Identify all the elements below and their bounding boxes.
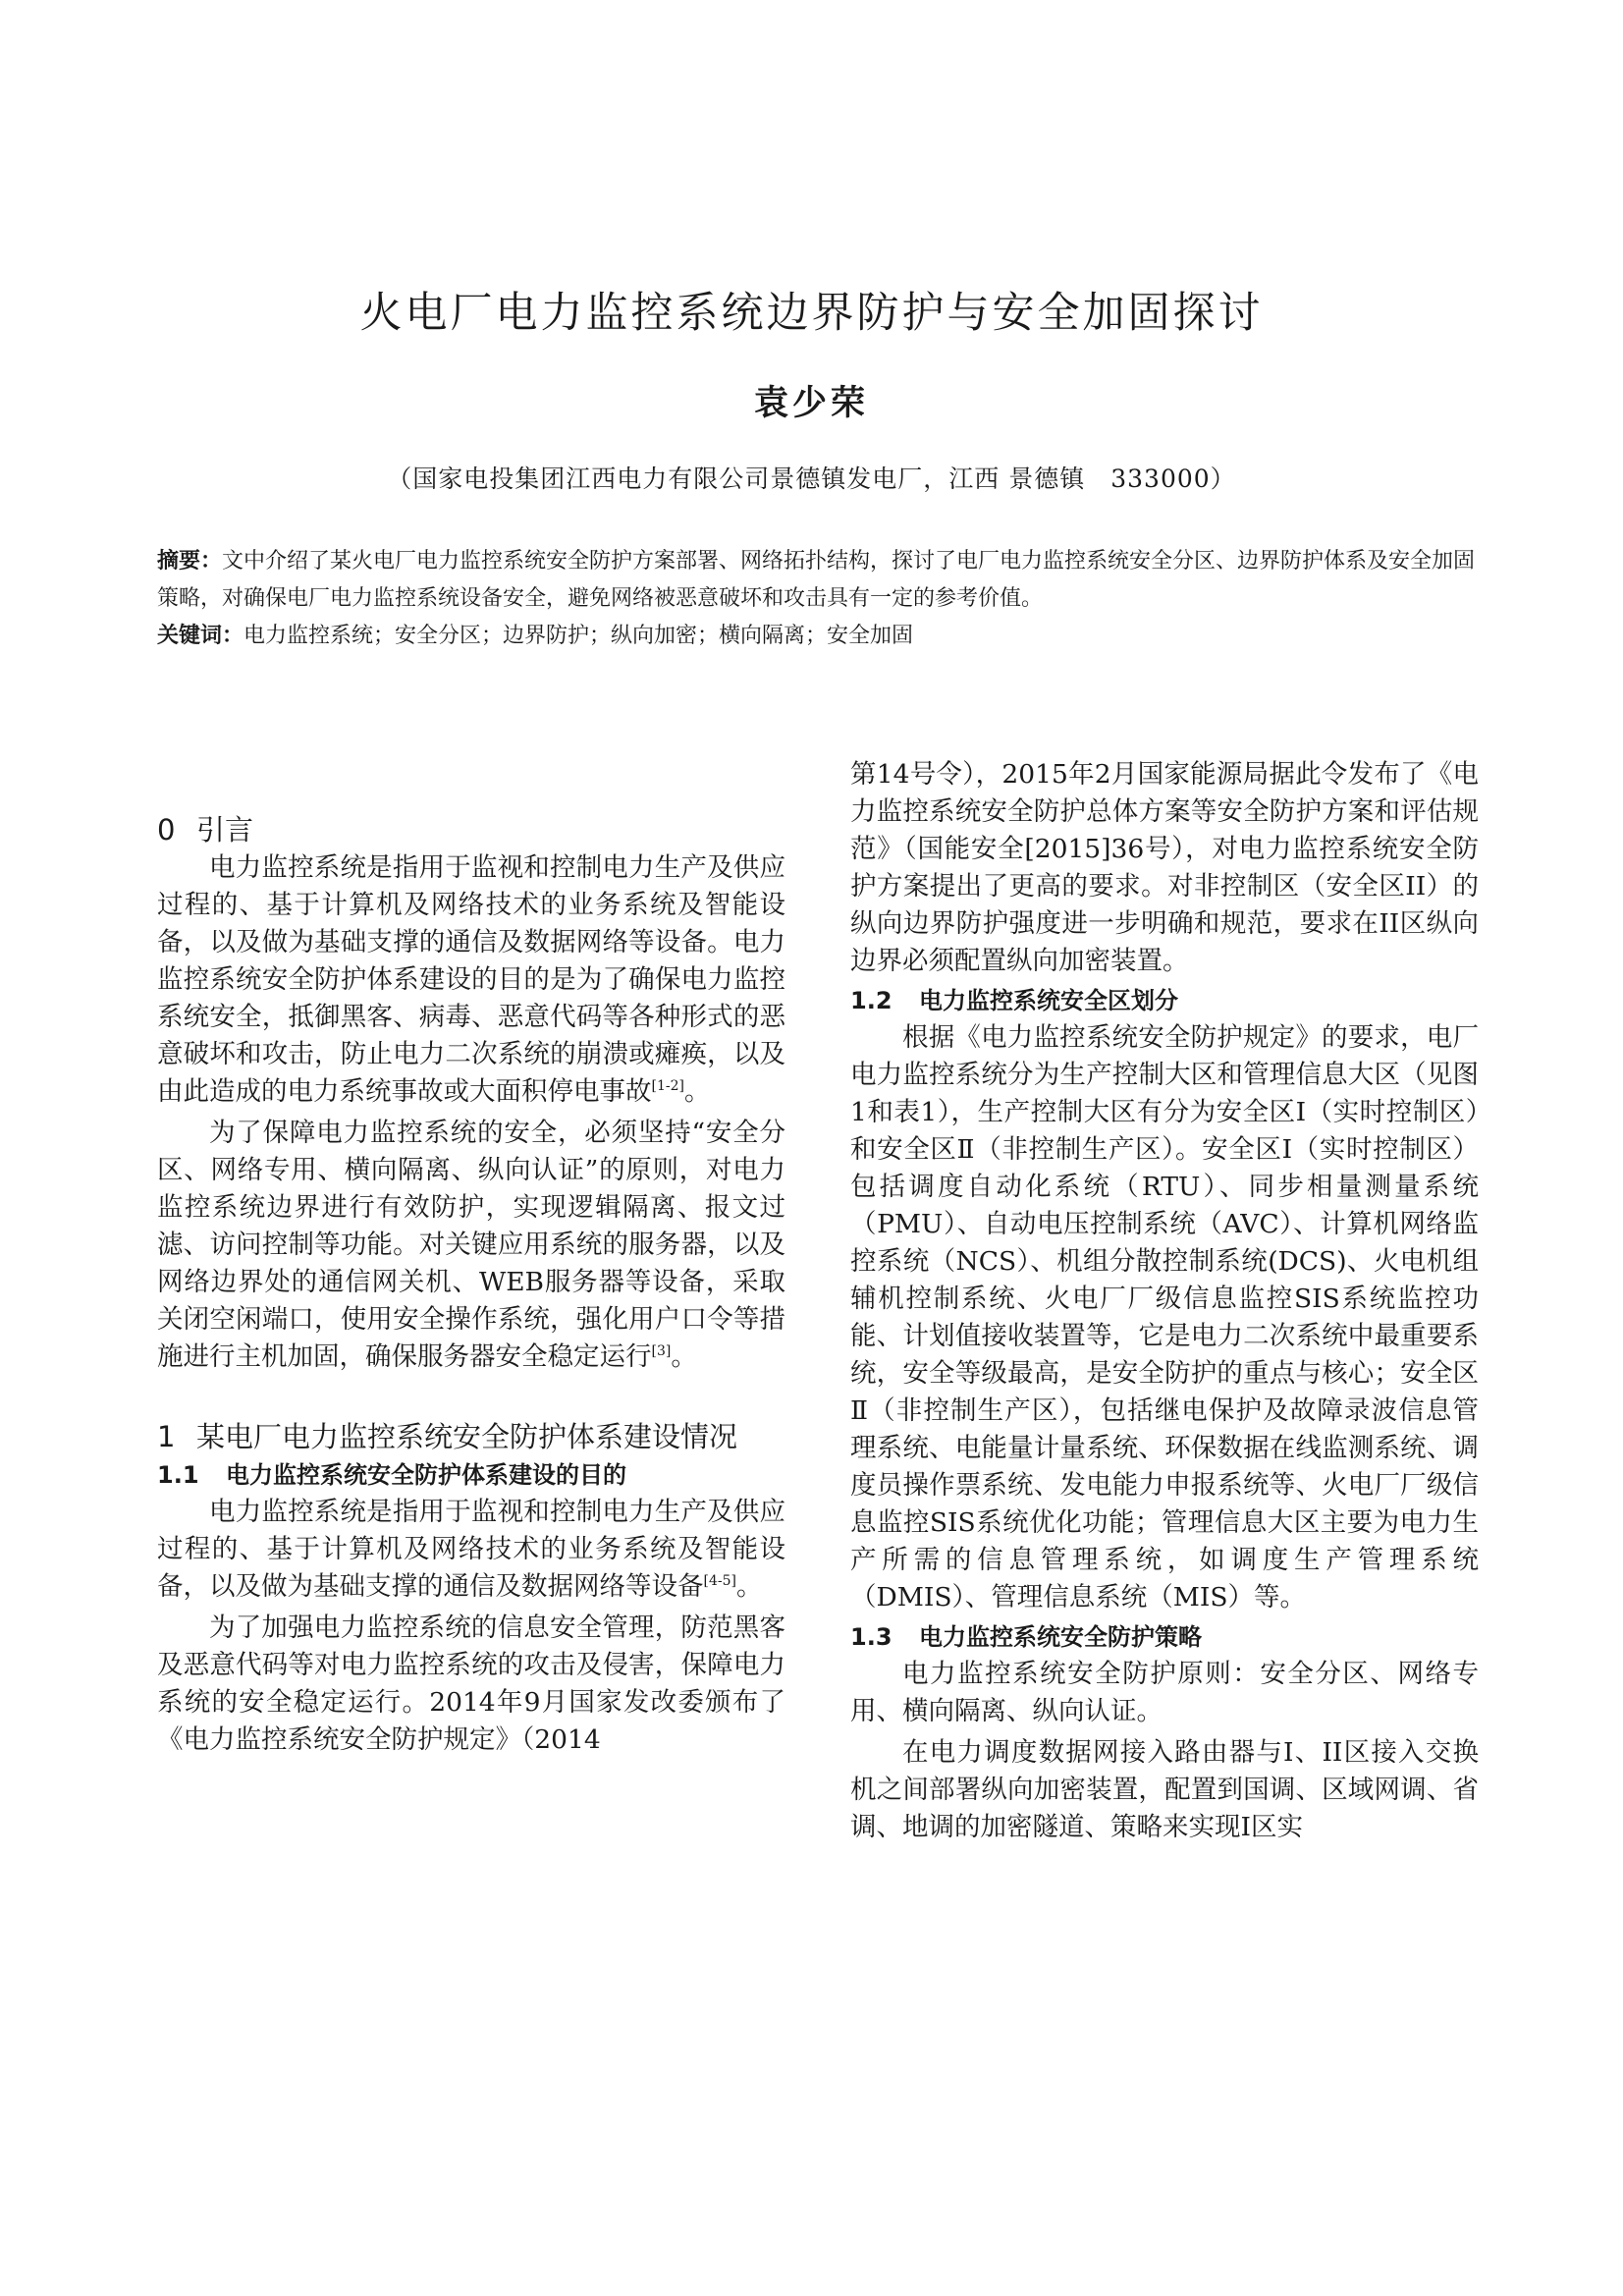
subsection-1-1-heading [157,1456,785,1494]
paragraph: 电力监控系统安全防护原则：安全分区、网络专用、横向隔离、纵向认证。 [850,1659,1479,1726]
abstract-label: 摘要： [157,549,223,574]
subsection-1-2-heading [850,982,1479,1019]
section-title: 引言 [196,813,254,847]
section-0-heading [157,810,785,849]
subsection-1-3-heading [850,1618,1479,1656]
left-column [157,810,785,1759]
subsection-title: 电力监控系统安全区划分 [919,987,1178,1014]
subsection-number: 1.3 [850,1623,893,1651]
paragraph-end: 。 [671,1341,697,1372]
section-title: 某电厂电力监控系统安全防护体系建设情况 [196,1420,738,1453]
paragraph: 根据《电力监控系统安全防护规定》的要求，电厂电力监控系统分为生产控制大区和管理信息大区（见图1和表1），生产控制大区有分为安全区Ⅰ（实时控制区）和安全区Ⅱ（非控制生产区）。安全区Ⅰ（实时控制区）包括调度自动化系统（RTU）、同步相量测量系统（PMU）、自动电压控制系统（AVC）、计算机网络监控系统（NCS）、机组分散控制系统(DCS)、火电机组辅机控制系统、火电厂厂级信息监控SIS系统监控功能、计划值接收装置等，它是电力二次系统中最重要系统，安全等级最高，是安全防护的重点与核心；安全区Ⅱ（非控制生产区），包括继电保护及故障录波信息管理系统、电能量计量系统、环保数据在线监测系统、调度员操作票系统、发电能力申报系统等、火电厂厂级信息监控SIS系统优化功能；管理信息大区主要为电力生产所需的信息管理系统，如调度生产管理系统（DMIS）、管理信息系统（MIS）等。 [850,1022,1479,1613]
paragraph-text: 为了保障电力监控系统的安全，必须坚持“安全分区、网络专用、横向隔离、纵向认证”的原则，对电力监控系统边界进行有效防护，实现逻辑隔离、报文过滤、访问控制等功能。对关键应用系统的服务器，以及网络边界处的通信网关机、WEB服务器等设备，采取关闭空闲端口，使用安全操作系统，强化用户口令等措施进行主机加固，确保服务器安全稳定运行 [157,1118,785,1372]
keywords-text: 电力监控系统；安全分区；边界防护；纵向加密；横向隔离；安全加固 [243,624,914,648]
subsection-number: 1.1 [157,1461,199,1489]
paragraph [157,849,785,1111]
paragraph-continued: 第14号令），2015年2月国家能源局据此令发布了《电力监控系统安全防护总体方案等安全防护方案和评估规范》（国能安全[2015]36号），对电力监控系统安全防护方案提出了更高的要求。对非控制区（安全区II）的纵向边界防护强度进一步明确和规范，要求在II区纵向边界必须配置纵向加密装置。 [850,759,1479,976]
right-column [850,756,1479,1846]
section-number: 0 [157,813,176,847]
paragraph-end: 。 [683,1076,711,1107]
author-affiliation: （国家电投集团江西电力有限公司景德镇发电厂，江西 景德镇 333000） [387,465,1236,493]
paragraph-text: 电力监控系统是指用于监视和控制电力生产及供应过程的、基于计算机及网络技术的业务系统及智能设备，以及做为基础支撑的通信及数据网络等设备。电力监控系统安全防护体系建设的目的是为了确保电力监控系统安全，抵御黑客、病毒、恶意代码等各种形式的恶意破坏和攻击，防止电力二次系统的崩溃或瘫痪，以及由此造成的电力系统事故或大面积停电事故 [157,852,785,1107]
abstract-text: 文中介绍了某火电厂电力监控系统安全防护方案部署、网络拓扑结构，探讨了电厂电力监控系统安全分区、边界防护体系及安全加固策略，对确保电厂电力监控系统设备安全，避免网络被恶意破坏和攻击具有一定的参考价值。 [157,549,1476,611]
paragraph: 为了加强电力监控系统的信息安全管理，防范黑客及恶意代码等对电力监控系统的攻击及侵害，保障电力系统的安全稳定运行。2014年9月国家发改委颁布了《电力监控系统安全防护规定》（2014 [157,1613,785,1755]
subsection-title: 电力监控系统安全防护体系建设的目的 [226,1461,626,1489]
section-1-heading [157,1417,785,1456]
keywords-label: 关键词： [157,624,244,648]
paragraph-end: 。 [735,1571,763,1602]
abstract-block [157,543,1485,655]
paragraph: 在电力调度数据网接入路由器与I、II区接入交换机之间部署纵向加密装置，配置到国调、区域网调、省调、地调的加密隧道、策略来实现I区实 [850,1737,1479,1842]
author-name: 袁少荣 [753,383,869,423]
citation: [3] [651,1343,672,1360]
paragraph [157,1115,785,1376]
citation: [1-2] [651,1078,684,1095]
paper-title: 火电厂电力监控系统边界防护与安全加固探讨 [359,289,1264,338]
subsection-title: 电力监控系统安全防护策略 [919,1623,1202,1651]
section-number: 1 [157,1420,176,1453]
paragraph-text: 电力监控系统是指用于监视和控制电力生产及供应过程的、基于计算机及网络技术的业务系统及智能设备，以及做为基础支撑的通信及数据网络等设备 [157,1497,785,1602]
abstract [157,543,1485,618]
subsection-number: 1.2 [850,987,893,1014]
citation: [4-5] [703,1573,736,1590]
keywords [157,618,1485,655]
paragraph [157,1494,785,1606]
